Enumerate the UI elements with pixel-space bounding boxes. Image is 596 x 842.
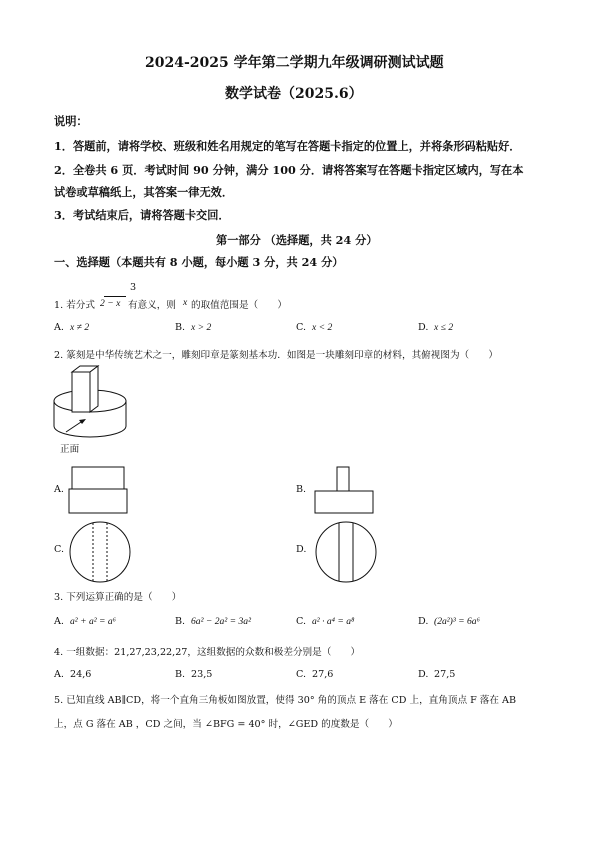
q3-option-a-label: A. bbox=[54, 616, 64, 627]
q2-option-d-figure bbox=[314, 520, 378, 584]
q2-option-d-label: D. bbox=[296, 544, 307, 555]
q1-option-b-label: B. bbox=[175, 322, 186, 333]
page-title: 2024-2025 学年第二学期九年级调研测试试题 bbox=[145, 55, 444, 71]
q2-option-c-label: C. bbox=[54, 544, 65, 555]
q1-fraction-numerator: 3 bbox=[129, 282, 137, 293]
front-view-label: 正面 bbox=[60, 444, 80, 455]
q3-option-c-label: C. bbox=[296, 616, 307, 627]
q3-option-c: a² · a⁴ = a⁸ bbox=[312, 616, 355, 627]
part-heading: 第一部分 （选择题，共 24 分） bbox=[216, 233, 378, 247]
q1-tail: 的取值范围是（ ） bbox=[191, 300, 287, 311]
q2-option-b-figure bbox=[314, 465, 374, 517]
q3-option-b: 6a² − 2a² = 3a² bbox=[191, 616, 251, 627]
q3-option-d-label: D. bbox=[418, 616, 429, 627]
q4-option-d-label: D. bbox=[418, 669, 429, 680]
q1-fraction-bar bbox=[104, 296, 126, 297]
instruction-item-3: 3．考试结束后，请将答题卡交回． bbox=[54, 208, 230, 222]
q4-option-b: 23,5 bbox=[191, 669, 213, 680]
q4-option-a-label: A. bbox=[54, 669, 64, 680]
q2-option-a-figure bbox=[68, 465, 128, 517]
q1-variable: x bbox=[183, 297, 188, 308]
q1-fraction-denominator: 2 − x bbox=[100, 298, 121, 309]
q1-option-d-label: D. bbox=[418, 322, 429, 333]
instruction-item-2: 2．全卷共 6 页．考试时间 90 分钟，满分 100 分．请将答案写在答题卡指定区域内，写在本 bbox=[54, 163, 524, 177]
q2-option-c-figure bbox=[68, 520, 132, 584]
section-heading: 一、选择题（本题共有 8 小题，每小题 3 分，共 24 分） bbox=[54, 255, 344, 269]
q4-option-c: 27,6 bbox=[312, 669, 334, 680]
q5-text-line1: 5. 已知直线 AB∥CD，将一个直角三角板如图放置，使得 30° 角的顶点 E 落在 CD 上，直角顶点 F 落在 AB bbox=[54, 695, 517, 706]
instruction-item-1: 1．答题前，请将学校、班级和姓名用规定的笔写在答题卡指定的位置上，并将条形码粘贴好． bbox=[54, 139, 521, 153]
q4-option-c-label: C. bbox=[296, 669, 307, 680]
q1-option-c: x < 2 bbox=[312, 322, 333, 333]
q3-option-b-label: B. bbox=[175, 616, 186, 627]
q1-option-c-label: C. bbox=[296, 322, 307, 333]
q3-option-a: a² + a² = a⁶ bbox=[70, 616, 117, 627]
q1-option-d: x ≤ 2 bbox=[434, 322, 454, 333]
q3-text: 3. 下列运算正确的是（ ） bbox=[54, 592, 182, 603]
q2-option-a-label: A. bbox=[54, 484, 64, 495]
q2-text: 2. 篆刻是中华传统艺术之一，雕刻印章是篆刻基本功．如图是一块雕刻印章的材料，其俯视图为（ ） bbox=[54, 350, 498, 361]
q5-text-line2: 上，点 G 落在 AB ，CD 之间，当 ∠BFG = 40° 时，∠GED 的度数是（ ） bbox=[54, 719, 398, 730]
q1-option-a-label: A. bbox=[54, 322, 64, 333]
q3-option-d: (2a²)³ = 6a⁶ bbox=[434, 616, 480, 627]
q4-option-a: 24,6 bbox=[70, 669, 92, 680]
q1-option-a: x ≠ 2 bbox=[70, 322, 90, 333]
q4-option-d: 27,5 bbox=[434, 669, 456, 680]
q1-option-b: x > 2 bbox=[191, 322, 212, 333]
q2-option-b-label: B. bbox=[296, 484, 307, 495]
q1-suffix: 有意义，则 bbox=[128, 300, 176, 311]
q1-prefix: 1. 若分式 bbox=[54, 300, 95, 311]
q4-text: 4. 一组数据：21,27,23,22,27，这组数据的众数和极差分别是（ ） bbox=[54, 647, 361, 658]
instructions-heading: 说明： bbox=[54, 114, 88, 128]
q4-option-b-label: B. bbox=[175, 669, 186, 680]
page-subtitle: 数学试卷（2025.6） bbox=[225, 86, 363, 102]
instruction-item-2-cont: 试卷或草稿纸上，其答案一律无效． bbox=[54, 185, 234, 199]
